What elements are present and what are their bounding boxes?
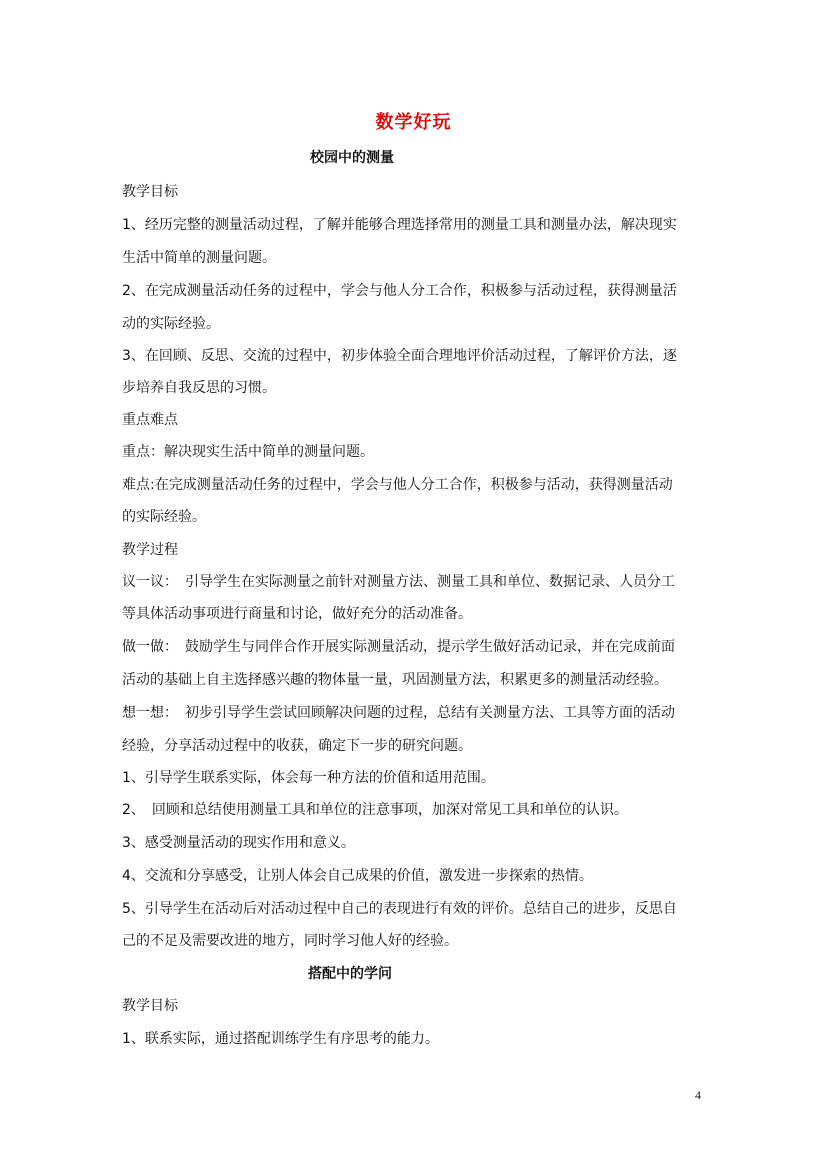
paragraph-line: 生活中简单的测量问题。 [122,250,276,266]
paragraph-line: 1、经历完整的测量活动过程，了解并能够合理选择常用的测量工具和测量办法，解决现实 [122,217,677,233]
paragraph-line: 己的不足及需要改进的地方，同时学习他人好的经验。 [122,933,458,949]
paragraph-line: 经验，分享活动过程中的收获，确定下一步的研究问题。 [122,738,472,754]
paragraph-line: 等具体活动事项进行商量和讨论，做好充分的活动准备。 [122,606,472,622]
paragraph-line: 5、引导学生在活动后对活动过程中自己的表现进行有效的评价。总结自己的进步，反思自 [122,901,677,917]
paragraph-line: 做一做： 鼓励学生与同伴合作开展实际测量活动，提示学生做好活动记录，并在完成前面 [122,639,675,655]
paragraph-line: 活动的基础上自主选择感兴趣的物体量一量，巩固测量方法，积累更多的测量活动经验。 [122,672,668,688]
paragraph-line: 难点:在完成测量活动任务的过程中，学会与他人分工合作，积极参与活动，获得测量活动 [122,477,673,493]
paragraph-line: 1、联系实际，通过搭配训练学生有序思考的能力。 [122,1031,439,1047]
paragraph-line: 3、感受测量活动的现实作用和意义。 [122,835,355,851]
paragraph-line: 教学目标 [122,998,178,1014]
paragraph-line: 想一想： 初步引导学生尝试回顾解决问题的过程，总结有关测量方法、工具等方面的活动 [122,705,675,721]
paragraph-line: 教学目标 [122,184,178,200]
document-title: 数学好玩 [375,112,452,133]
paragraph-line: 重点难点 [122,412,178,428]
paragraph-line: 2、在完成测量活动任务的过程中，学会与他人分工合作，积极参与活动过程，获得测量活 [122,283,677,299]
section-heading: 校园中的测量 [310,150,394,166]
paragraph-line: 4、交流和分享感受，让别人体会自己成果的价值，激发进一步探索的热情。 [122,868,593,884]
paragraph-line: 1、引导学生联系实际，体会每一种方法的价值和适用范围。 [122,770,495,786]
paragraph-line: 议一议： 引导学生在实际测量之前针对测量方法、测量工具和单位、数据记录、人员分工 [122,574,675,590]
paragraph-line: 步培养自我反思的习惯。 [122,380,276,396]
section-heading: 搭配中的学问 [308,966,392,982]
paragraph-line: 的实际经验。 [122,509,206,525]
paragraph-line: 2、 回顾和总结使用测量工具和单位的注意事项，加深对常见工具和单位的认识。 [122,802,628,818]
paragraph-line: 教学过程 [122,542,178,558]
paragraph-line: 重点：解决现实生活中简单的测量问题。 [122,444,374,460]
paragraph-line: 动的实际经验。 [122,316,220,332]
page-number: 4 [695,1088,701,1102]
paragraph-line: 3、在回顾、反思、交流的过程中，初步体验全面合理地评价活动过程，了解评价方法，逐 [122,348,677,364]
